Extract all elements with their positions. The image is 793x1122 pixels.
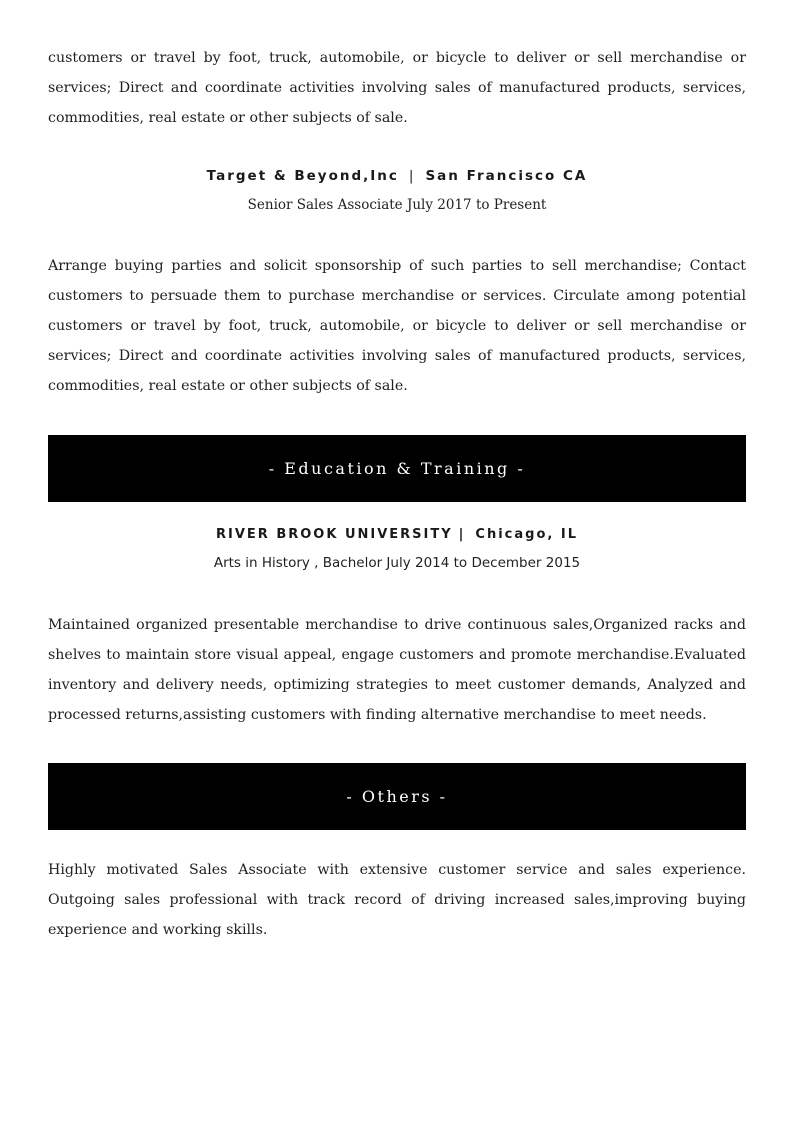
job-heading-separator: | bbox=[408, 168, 416, 184]
education-heading-separator: | bbox=[458, 527, 466, 542]
others-section-header bbox=[48, 763, 746, 830]
education-section-title: - Education & Training - bbox=[268, 459, 526, 478]
job-company: Target & Beyond,Inc bbox=[206, 168, 399, 184]
education-description: Maintained organized presentable merchandise to drive continuous sales,Organized racks and shelves to maintain store visual appeal, engage customers and promote merchandise.Evaluated inventory and delivery needs, optimizing strategies to meet customer demands, Analyzed and processed returns,assisting customers with finding alternative merchandise to meet needs. bbox=[48, 617, 746, 723]
job-location: San Francisco CA bbox=[425, 168, 588, 184]
education-degree-dates: Arts in History , Bachelor July 2014 to December 2015 bbox=[213, 555, 581, 571]
education-heading bbox=[48, 527, 746, 542]
education-location: Chicago, IL bbox=[475, 527, 578, 542]
others-section-title: - Others - bbox=[346, 787, 448, 806]
others-description: Highly motivated Sales Associate with extensive customer service and sales experience. Outgoing sales professional with track record of driving increased sales,improving buying experience and working skills. bbox=[48, 862, 746, 938]
education-section-header bbox=[48, 435, 746, 502]
education-school: RIVER BROOK UNIVERSITY bbox=[216, 527, 453, 542]
job-heading bbox=[48, 168, 746, 184]
job-title-dates: Senior Sales Associate July 2017 to Present bbox=[247, 197, 547, 213]
previous-job-description-continued: customers or travel by foot, truck, automobile, or bicycle to deliver or sell merchandise or services; Direct and coordinate activities involving sales of manufactured products, services, commodities, real estate or other subjects of sale. bbox=[48, 50, 746, 126]
job-description: Arrange buying parties and solicit sponsorship of such parties to sell merchandise; Contact customers to persuade them to purchase merchandise or services. Circulate among potential customers or travel by foot, truck, automobile, or bicycle to deliver or sell merchandise or services; Direct and coordinate activities involving sales of manufactured products, services, commodities, real estate or other subjects of sale. bbox=[48, 258, 746, 394]
